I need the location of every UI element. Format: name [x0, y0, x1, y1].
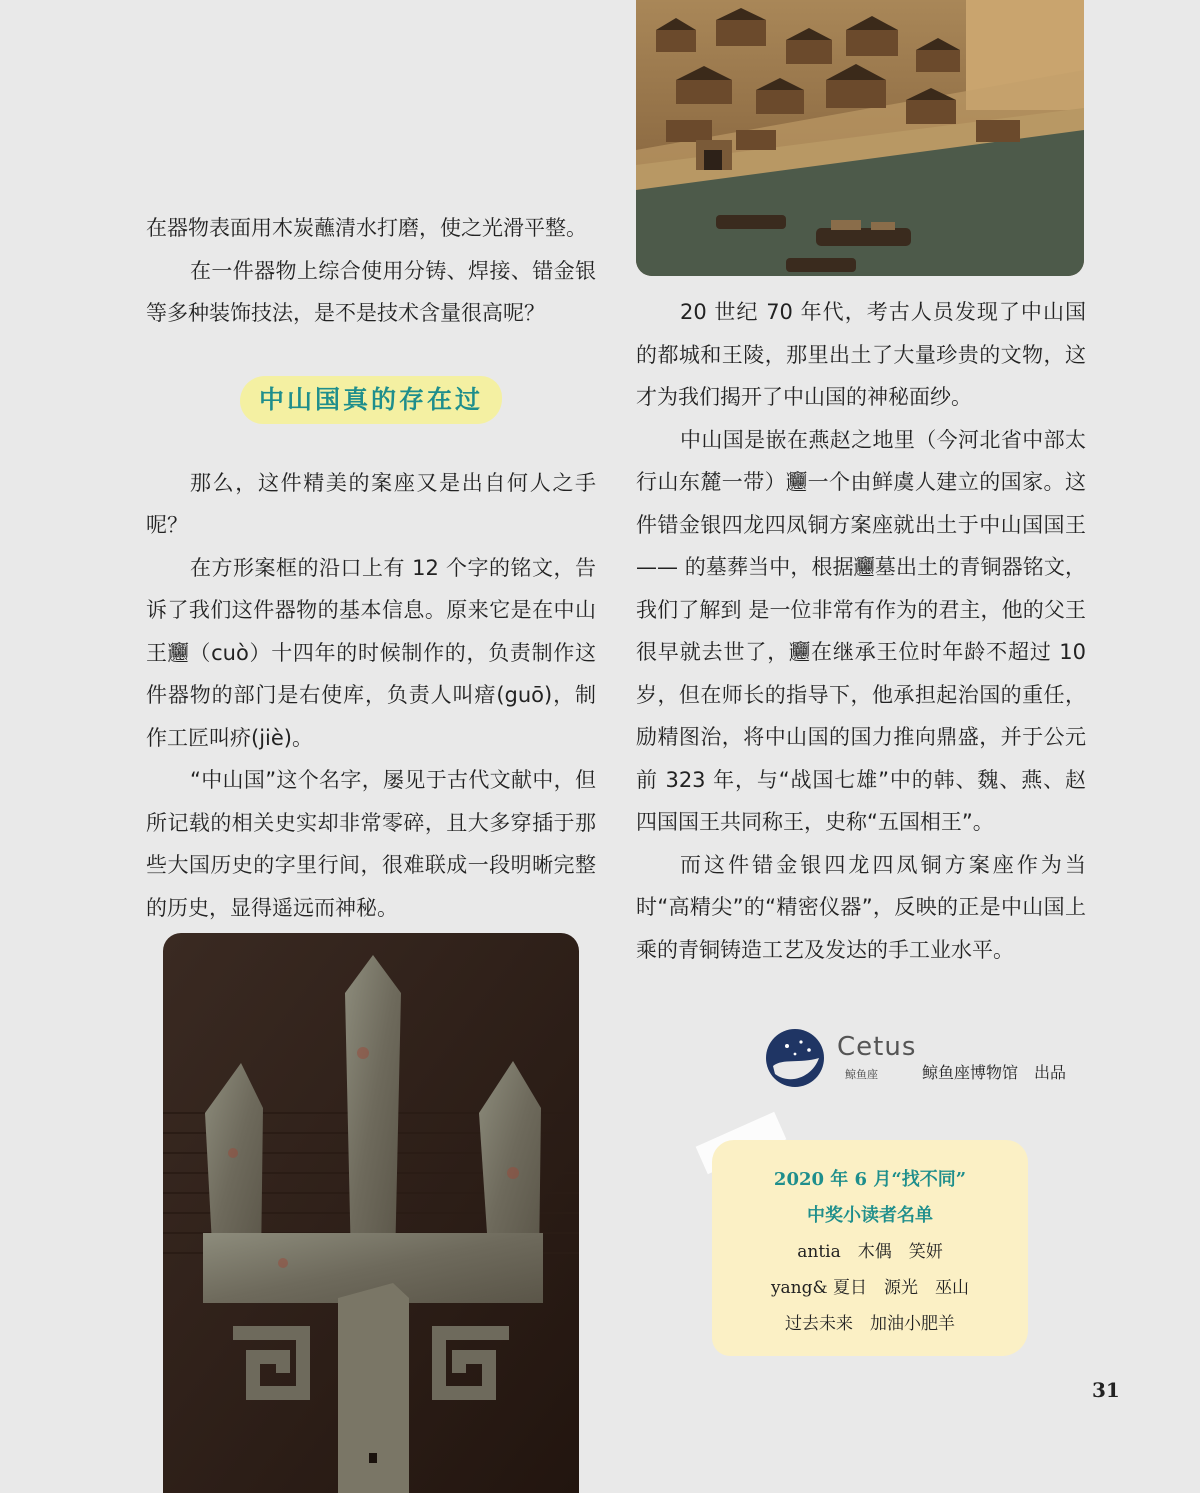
city-model-photo [636, 0, 1084, 276]
winners-card [712, 1140, 1028, 1356]
logo-subtitle: 鲸鱼座 [845, 1068, 878, 1081]
left-column [146, 207, 596, 929]
section-title: 中山国真的存在过 [240, 376, 502, 424]
paragraph: “中山国”这个名字，屡见于古代文献中，但所记载的相关史实却非常零碎，且大多穿插于那些大国历史的字里行间，很难联成一段明晰完整的历史，显得遥远而神秘。 [146, 768, 596, 920]
logo-name: Cetus [837, 1032, 917, 1062]
right-column [636, 291, 1086, 971]
winners-subtitle: 中奖小读者名单 [807, 1205, 933, 1226]
paragraph: 中山国是嵌在燕赵之地里（今河北省中部太行山东麓一带）𰻞一个由鲜虞人建立的国家。这件错金银四龙四凤铜方案座就出土于中山国国王—— 的墓葬当中，根据𰻞墓出土的青铜器铭文，我们了解到 是一位非常有作为的君主，他的父王很早就去世了，𰻞在继承王位时年龄不超过 10 岁，但在师长的指导下，他承担起治国的重任，励精图治，将中山国的国力推向鼎盛，并于公元前 323 年，与“战国七雄”中的韩、魏、燕、赵四国国王共同称王，史称“五国相王”。 [636, 427, 1086, 834]
paragraph: 那么，这件精美的案座又是出自何人之手呢？ [146, 470, 596, 537]
paragraph: 在一件器物上综合使用分铸、焊接、错金银等多种装饰技法，是不是技术含量很高呢？ [146, 258, 596, 325]
winners-title: 2020 年 6 月“找不同” [773, 1169, 967, 1190]
bronze-artifact-photo [163, 933, 579, 1493]
cetus-logo [765, 1028, 917, 1088]
paragraph: 在器物表面用木炭蘸清水打磨，使之光滑平整。 [146, 216, 587, 240]
whale-logo-icon [765, 1028, 825, 1088]
winner-names: antia 木偶 笑妍 [797, 1242, 943, 1262]
paragraph: 20 世纪 70 年代，考古人员发现了中山国的都城和王陵，那里出土了大量珍贵的文物，这才为我们揭开了中山国的神秘面纱。 [636, 300, 1086, 409]
paragraph: 而这件错金银四龙四凤铜方案座作为当时“高精尖”的“精密仪器”，反映的正是中山国上乘的青铜铸造工艺及发达的手工业水平。 [636, 852, 1086, 962]
winner-names: 过去未来 加油小肥羊 [785, 1314, 955, 1334]
paragraph: 在方形案框的沿口上有 12 个字的铭文，告诉了我们这件器物的基本信息。原来它是在中山王𰻞（cuò）十四年的时候制作的，负责制作这件器物的部门是右使库，负责人叫瘖(guō)，制作工匠叫疥(jiè)。 [146, 555, 596, 750]
winner-names: yang& 夏日 源光 巫山 [770, 1278, 970, 1298]
publisher-credit: 鲸鱼座博物馆 出品 [922, 1063, 1067, 1082]
page-number: 31 [1092, 1378, 1120, 1402]
